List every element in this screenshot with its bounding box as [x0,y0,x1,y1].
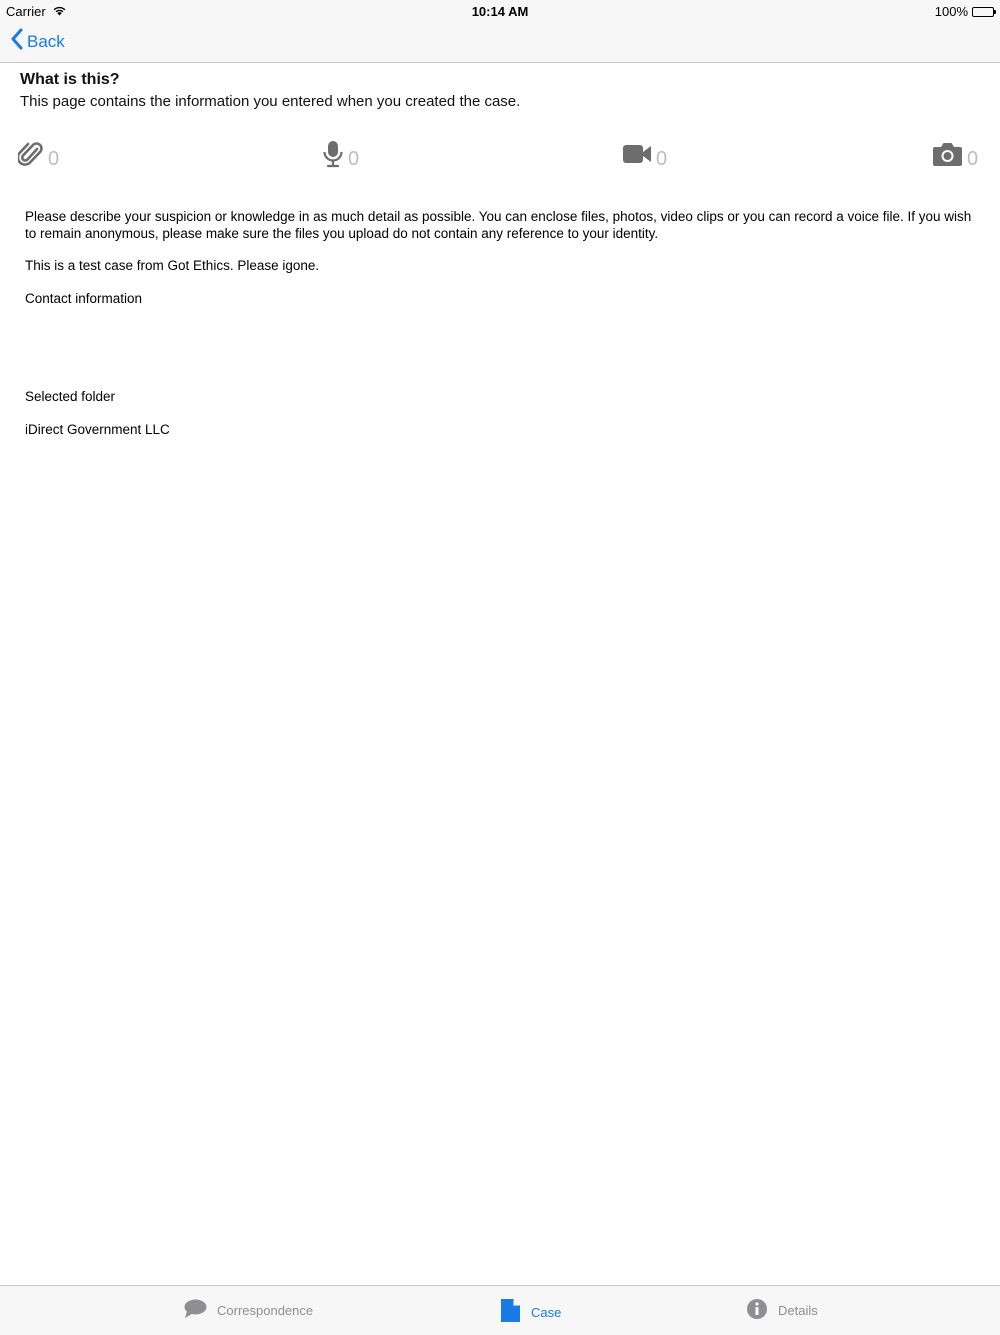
paperclip-icon [18,140,44,173]
tab-correspondence-label: Correspondence [217,1303,314,1318]
case-text: This is a test case from Got Ethics. Please igone. [25,258,320,273]
video-count: 0 [656,148,668,170]
video-camera-icon [622,140,652,173]
tab-details[interactable] [746,1298,818,1323]
status-right [935,4,994,19]
chevron-left-icon [10,28,23,55]
carrier-label: Carrier [6,4,46,19]
info-icon [746,1298,768,1323]
info-title: What is this? [20,71,120,88]
photos-count: 0 [967,148,979,170]
back-label: Back [27,31,65,51]
audio-count: 0 [348,148,360,170]
case-instructions: Please describe your suspicion or knowledge in as much detail as possible. You can enclose files, photos, video clips or you can record a voice file. If you wish to remain anonymous, please make sure the files you upload do not contain any reference to your identity. [25,209,972,241]
tab-case-label: Case [531,1304,562,1320]
document-icon [500,1298,521,1326]
back-button[interactable] [10,28,65,55]
battery-percent: 100% [934,4,968,19]
status-bar [0,0,1000,22]
tab-bar [0,1285,1000,1335]
speech-bubble-icon [183,1298,207,1323]
files-count: 0 [48,148,60,170]
contact-information-label: Contact information [25,291,143,306]
tab-case[interactable] [500,1298,561,1326]
attachment-files[interactable] [18,140,59,173]
status-time: 10:14 AM [471,4,529,19]
camera-icon [932,140,963,173]
info-description: This page contains the information you entered when you created the case. [20,93,521,110]
attachment-photos[interactable] [932,140,978,173]
microphone-icon [322,140,344,173]
selected-folder-value: iDirect Government LLC [25,422,170,437]
tab-correspondence[interactable] [183,1298,313,1323]
selected-folder-label: Selected folder [25,389,116,404]
battery-icon [972,7,994,17]
attachment-audio[interactable] [322,140,359,173]
attachment-video[interactable] [622,140,667,173]
navigation-bar [0,22,1000,63]
tab-details-label: Details [778,1303,818,1318]
